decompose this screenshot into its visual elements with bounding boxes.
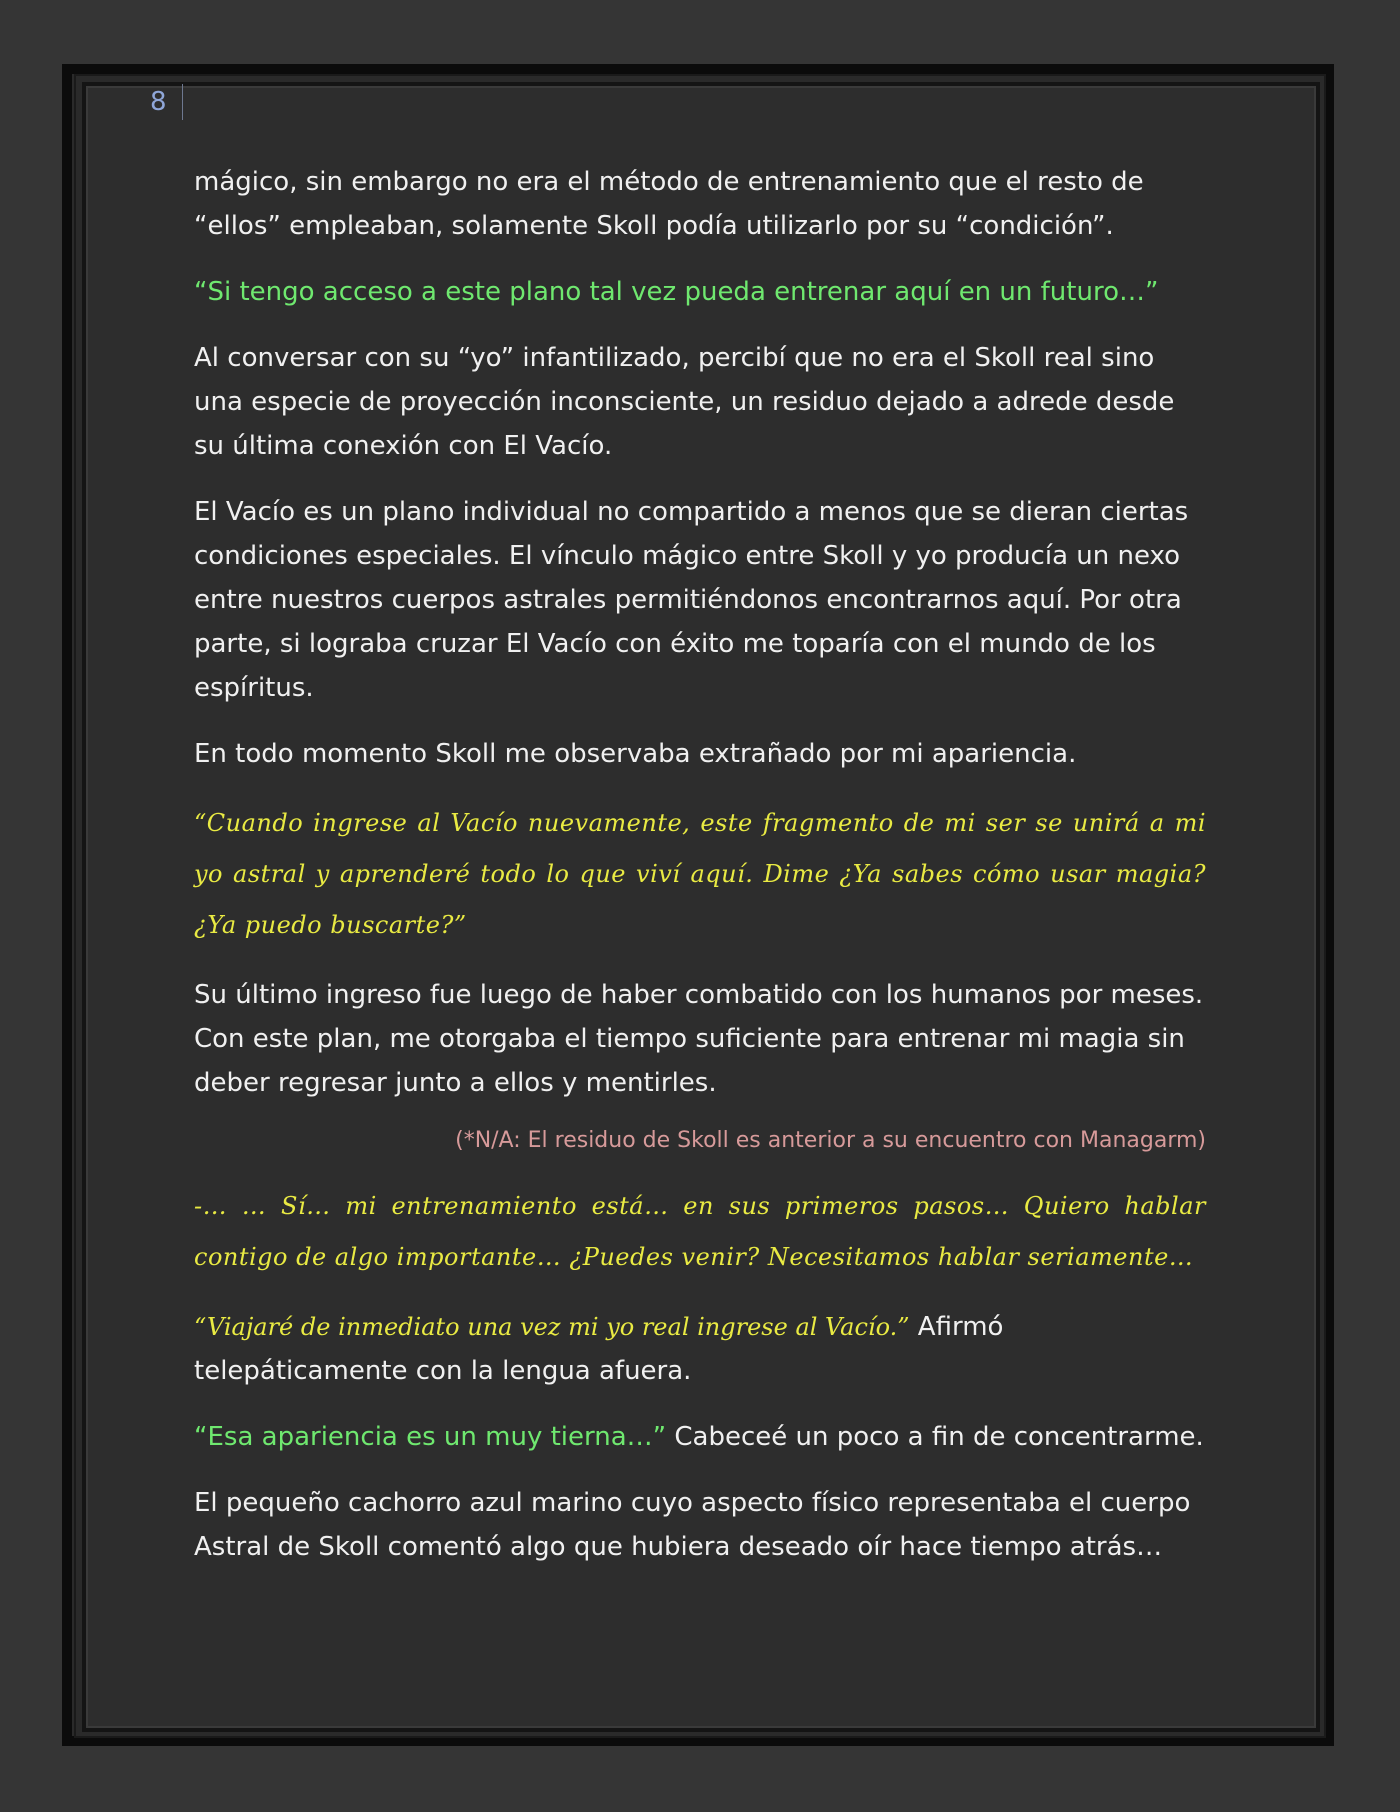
page-body (194, 160, 1206, 1591)
paragraph-10-rest: Cabeceé un poco a fin de concentrarme. (666, 1422, 1204, 1452)
thought-line-1: “Si tengo acceso a este plano tal vez pueda entrenar aquí en un futuro…” (194, 277, 1159, 307)
paragraph-1: mágico, sin embargo no era el método de entrenamiento que el resto de “ellos” empleaban, solamente Skoll podía utilizarlo por su “condición”. (194, 167, 1144, 241)
page-number: 8 (150, 84, 183, 120)
paragraph-4: El Vacío es un plano individual no compartido a menos que se dieran ciertas condiciones especiales. El vínculo mágico entre Skoll y yo producía un nexo entre nuestros cuerpos astrales permitiéndonos encontrarnos aquí. Por otra parte, si lograba cruzar El Vacío con éxito me toparía con el mundo de los espíritus. (194, 497, 1189, 703)
paragraph-10 (194, 1415, 1206, 1459)
paragraph-5: En todo momento Skoll me observaba extrañado por mi apariencia. (194, 739, 1077, 769)
telepathy-quote-2: -… … Sí… mi entrenamiento está… en sus primeros pasos… Quiero hablar contigo de algo importante… ¿Puedes venir? Necesitamos hablar seriamente… (194, 1192, 1206, 1271)
telepathy-quote-3: “Viajaré de inmediato una vez mi yo real ingrese al Vacío.” (194, 1313, 910, 1341)
paragraph-9-rest: Afirmó telepáticamente con la lengua afuera. (194, 1312, 1004, 1386)
paragraph-11: El pequeño cachorro azul marino cuyo aspecto físico representaba el cuerpo Astral de Skoll comentó algo que hubiera deseado oír hace tiempo atrás… (194, 1488, 1191, 1562)
paragraph-9 (194, 1305, 1206, 1393)
paragraph-7: Su último ingreso fue luego de haber combatido con los humanos por meses. Con este plan, me otorgaba el tiempo suficiente para entrenar mi magia sin deber regresar junto a ellos y mentirles. (194, 980, 1204, 1098)
telepathy-quote-1: “Cuando ingrese al Vacío nuevamente, este fragmento de mi ser se unirá a mi yo astral y aprenderé todo lo que viví aquí. Dime ¿Ya sabes cómo usar magia? ¿Ya puedo buscarte?” (194, 809, 1206, 939)
author-note: (*N/A: El residuo de Skoll es anterior a su encuentro con Managarm) (455, 1128, 1206, 1153)
paragraph-3: Al conversar con su “yo” infantilizado, percibí que no era el Skoll real sino una especie de proyección inconsciente, un residuo dejado a adrede desde su última conexión con El Vacío. (194, 343, 1175, 461)
thought-line-2: “Esa apariencia es un muy tierna…” (194, 1422, 667, 1452)
